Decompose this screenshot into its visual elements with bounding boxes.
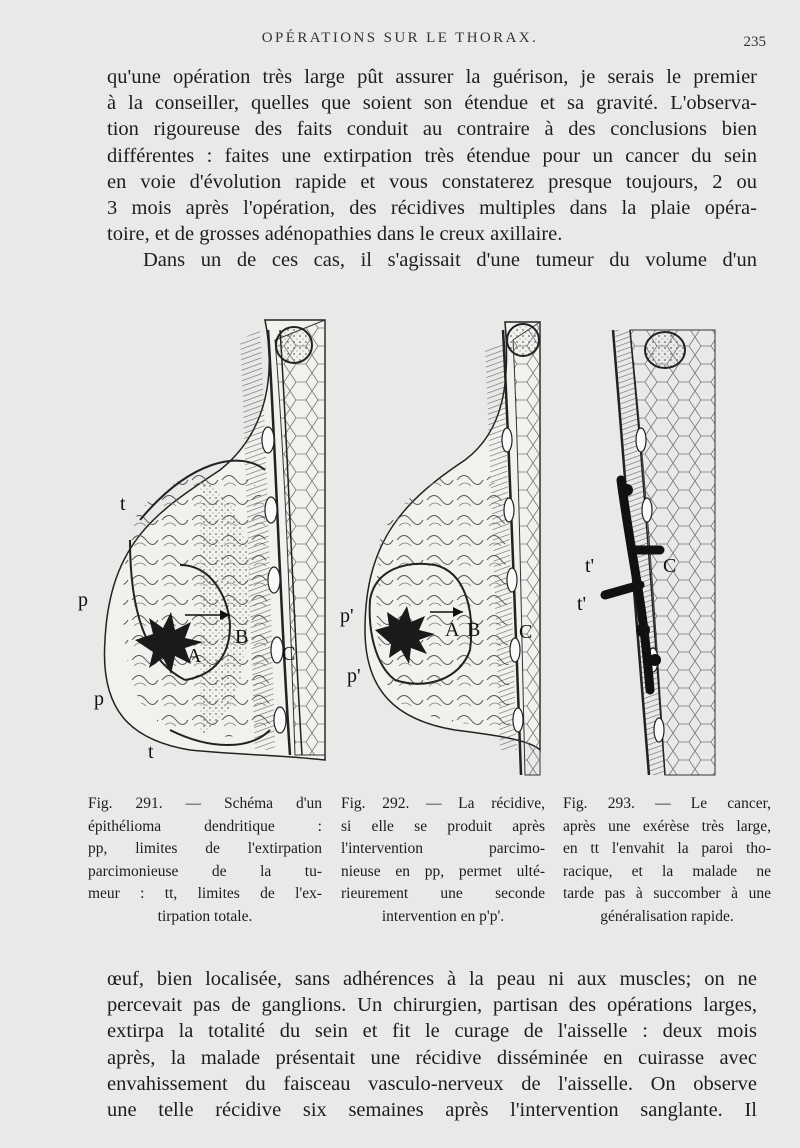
fig291-label-C: C <box>282 643 296 665</box>
anatomical-plates <box>70 310 730 790</box>
fig-293-drawing <box>577 330 715 775</box>
text-line: en voie d'évolution rapide et vous constaterez presque toujours, 2 ou <box>107 170 757 193</box>
caption-fig-292 <box>341 793 545 928</box>
fig293-label-t-top: t' <box>585 555 595 577</box>
figures-illustration <box>70 310 730 790</box>
fig-292-drawing <box>340 322 540 775</box>
caption-line: tarde pas à succomber à une <box>563 885 771 902</box>
caption-line: si elle se produit après <box>341 817 545 835</box>
fig292-label-C: C <box>519 621 533 643</box>
text-line: différentes : faites une extirpation très étendue pour un cancer du sein <box>107 144 757 167</box>
caption-line: Fig. 293. — Le cancer, <box>563 795 771 812</box>
caption-line: meur : tt, limites de l'ex- <box>88 885 322 902</box>
caption-fig-293 <box>563 793 771 928</box>
paragraph-top <box>107 64 757 274</box>
text-line: percevait pas de ganglions. Un chirurgien, partisan des opérations larges, <box>107 994 757 1017</box>
paragraph-bottom <box>107 966 757 1123</box>
caption-line: racique, et la malade ne <box>563 862 771 880</box>
text-line: Dans un de ces cas, il s'agissait d'une tumeur du volume d'un <box>143 249 757 272</box>
fig292-label-B: B <box>467 619 481 641</box>
caption-line: l'intervention parcimo- <box>341 840 545 857</box>
fig-291-drawing <box>78 320 325 763</box>
text-line: 3 mois après l'opération, des récidives multiples dans la plaie opéra- <box>107 197 757 220</box>
caption-fig-291 <box>88 793 322 928</box>
text-line: à la conseiller, quelles que soient son étendue et sa gravité. L'observa- <box>107 92 757 115</box>
text-line: envahissement du faisceau vasculo-nerveux de l'aisselle. On observe <box>107 1072 757 1095</box>
text-line: tion rigoureuse des faits conduit au contraire à des conclusions bien <box>107 118 757 141</box>
fig291-label-A: A <box>187 645 202 667</box>
caption-line: généralisation rapide. <box>600 907 734 925</box>
text-line: extirpa la totalité du sein et fit le curage de l'aisselle : deux mois <box>107 1020 757 1043</box>
fig292-label-p-top: p' <box>340 605 354 627</box>
caption-line: Fig. 292. — La récidive, <box>341 795 545 812</box>
fig292-label-p-bottom: p' <box>347 665 361 687</box>
fig293-label-C: C <box>663 555 677 577</box>
fig292-label-A: A <box>445 619 460 641</box>
fig291-label-B: B <box>235 626 249 648</box>
caption-line: tirpation totale. <box>157 907 253 925</box>
caption-line: après une exérèse très large, <box>563 817 771 835</box>
text-line: qu'une opération très large pût assurer la guérison, je serais le premier <box>107 66 757 88</box>
caption-line: Fig. 291. — Schéma d'un <box>88 795 322 812</box>
text-line: une telle récidive six semaines après l'intervention sanglante. Il <box>107 1099 757 1122</box>
caption-line: nieuse en pp, permet ulté- <box>341 862 545 880</box>
caption-line: épithélioma dendritique : <box>88 817 322 835</box>
fig291-label-t-bottom: t <box>148 741 154 763</box>
page-number: 235 <box>743 34 766 50</box>
caption-line: intervention en p'p'. <box>381 907 505 925</box>
caption-line: pp, limites de l'extirpation <box>88 840 322 857</box>
caption-line: en tt l'envahit la paroi tho- <box>563 840 771 857</box>
fig291-label-p-top: p <box>78 589 88 611</box>
caption-line: parcimonieuse de la tu- <box>88 862 322 880</box>
text-line: œuf, bien localisée, sans adhérences à la peau ni aux muscles; on ne <box>107 968 757 990</box>
fig293-label-t-bottom: t' <box>577 593 587 615</box>
caption-line: rieurement une seconde <box>341 885 545 902</box>
text-line: après, la malade présentait une récidive disséminée en cuirasse avec <box>107 1046 757 1069</box>
running-head: OPÉRATIONS SUR LE THORAX. <box>261 30 539 46</box>
fig291-label-p-bottom: p <box>94 688 104 710</box>
fig291-label-t-top: t <box>120 493 126 515</box>
text-line: toire, et de grosses adénopathies dans le creux axillaire. <box>107 223 563 246</box>
